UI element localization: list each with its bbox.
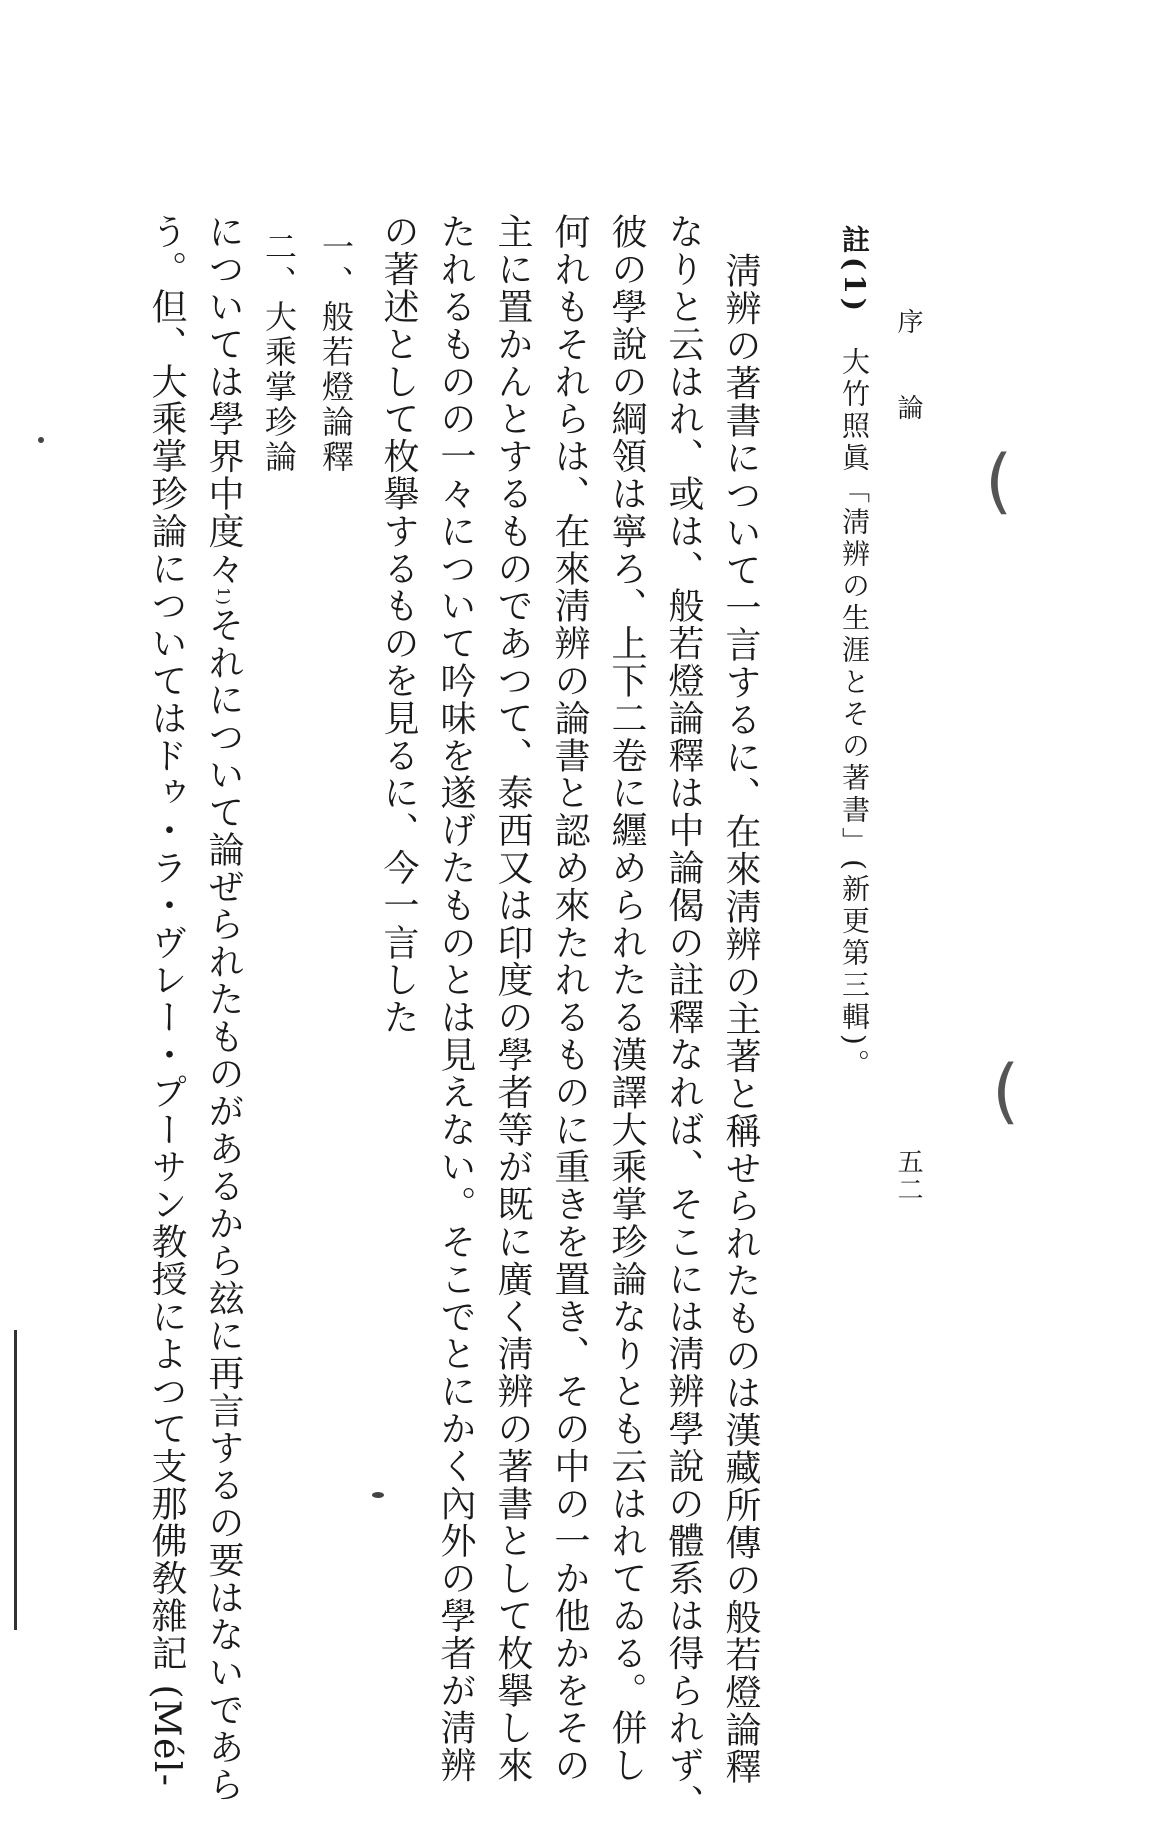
- body-line: 彼の學說の綱領は寧ろ、上下二卷に纒められたる漢譯大乘掌珍論なりとも云はれてゐる。併し: [606, 213, 647, 1784]
- footnote-text: 大竹照眞「淸辨の生涯とその著書」(新更第三輯)。: [838, 346, 871, 1081]
- body-line: 何れもそれらは、在來淸辨の論書と認め來たれるものに重きを置き、その中の一か他かをその: [549, 213, 590, 1784]
- footnote-mark: 註(1): [838, 225, 871, 315]
- footnote: [838, 225, 871, 1081]
- body-line: なりと云はれ、或は、般若燈論釋は中論偈の註釋なれば、そこには淸辨學說の體系は得られず、: [663, 213, 704, 1821]
- footnote-spacer: [838, 315, 871, 347]
- page-number: 五二: [893, 1148, 923, 1204]
- footnote-reference: 1): [214, 587, 233, 607]
- body-line: 主に置かんとするものであつて、泰西又は印度の學者等が既に廣く淸辨の著書として枚擧し來: [492, 213, 533, 1784]
- scan-edge-line: [14, 1330, 17, 1630]
- bracket-mark: (: [985, 440, 1013, 522]
- body-line: たれるものの一々について吟味を遂げたものとは見えない。そこでとにかく內外の學者が淸辨: [435, 213, 476, 1784]
- running-header-title: 序論: [893, 308, 923, 480]
- scan-speck: [38, 437, 44, 443]
- list-item-label: 一、: [317, 230, 355, 300]
- body-line: [203, 213, 244, 1804]
- list-item-text: 般若燈論釋: [317, 300, 355, 475]
- bracket-mark: (: [992, 1050, 1020, 1132]
- closing-text: それについて論ぜられたものがあるから玆に再言するの要はないであら: [203, 606, 244, 1804]
- body-line: の著述として枚擧するものを見るに、今一言した: [378, 213, 419, 1036]
- body-line: 淸辨の著書について一言するに、在來淸辨の主著と稱せられたものは漢藏所傳の般若燈論釋: [720, 252, 761, 1786]
- closing-text: う。但、大乘掌珍論についてはドゥ・ラ・ヴレー・プーサン教授によつて支那佛敎雜記 (Mél-: [146, 213, 187, 1788]
- body-line: [146, 213, 187, 1788]
- list-item: [260, 230, 298, 475]
- closing-text: については學界中度々: [203, 213, 244, 587]
- list-item: [317, 230, 355, 475]
- scan-speck: [372, 1492, 384, 1498]
- list-item-text: 大乘掌珍論: [260, 300, 298, 475]
- list-item-label: 二、: [260, 230, 298, 300]
